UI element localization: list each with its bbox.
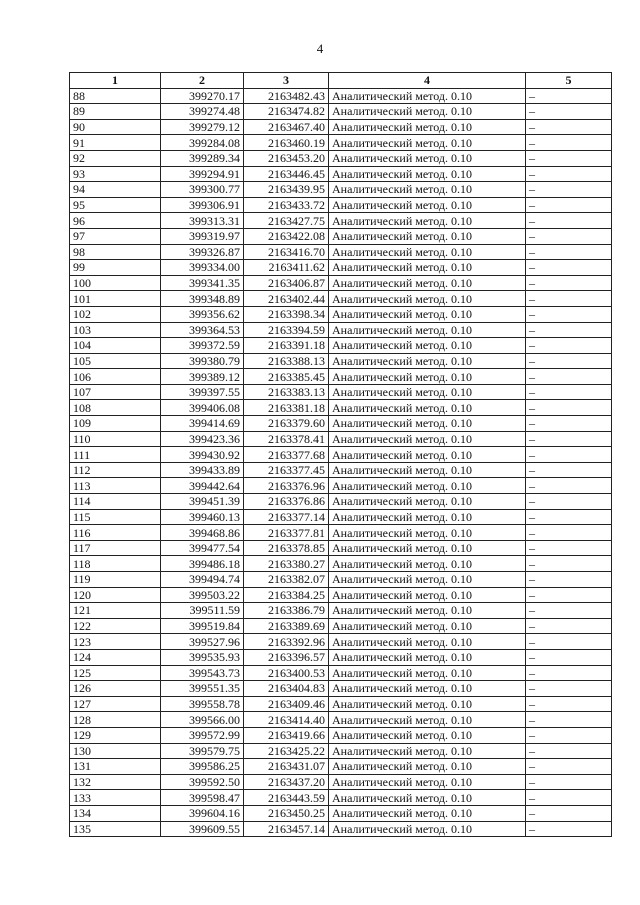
note-cell: – — [526, 384, 612, 400]
point-number-cell: 135 — [70, 821, 161, 837]
y-coordinate-cell: 2163419.66 — [244, 727, 329, 743]
method-cell: Аналитический метод. 0.10 — [329, 353, 526, 369]
note-cell: – — [526, 322, 612, 338]
point-number-cell: 110 — [70, 431, 161, 447]
method-cell: Аналитический метод. 0.10 — [329, 509, 526, 525]
y-coordinate-cell: 2163384.25 — [244, 587, 329, 603]
point-number-cell: 129 — [70, 727, 161, 743]
x-coordinate-cell: 399442.64 — [161, 478, 244, 494]
x-coordinate-cell: 399572.99 — [161, 727, 244, 743]
point-number-cell: 104 — [70, 338, 161, 354]
method-cell: Аналитический метод. 0.10 — [329, 462, 526, 478]
table-row — [70, 618, 612, 634]
x-coordinate-cell: 399535.93 — [161, 649, 244, 665]
table-body — [70, 88, 612, 837]
note-cell: – — [526, 306, 612, 322]
note-cell: – — [526, 821, 612, 837]
note-cell: – — [526, 182, 612, 198]
note-cell: – — [526, 727, 612, 743]
point-number-cell: 121 — [70, 603, 161, 619]
point-number-cell: 101 — [70, 291, 161, 307]
y-coordinate-cell: 2163381.18 — [244, 400, 329, 416]
note-cell: – — [526, 556, 612, 572]
method-cell: Аналитический метод. 0.10 — [329, 603, 526, 619]
table-row — [70, 306, 612, 322]
x-coordinate-cell: 399551.35 — [161, 681, 244, 697]
x-coordinate-cell: 399406.08 — [161, 400, 244, 416]
x-coordinate-cell: 399558.78 — [161, 696, 244, 712]
point-number-cell: 115 — [70, 509, 161, 525]
note-cell: – — [526, 649, 612, 665]
y-coordinate-cell: 2163406.87 — [244, 275, 329, 291]
x-coordinate-cell: 399519.84 — [161, 618, 244, 634]
method-cell: Аналитический метод. 0.10 — [329, 805, 526, 821]
x-coordinate-cell: 399604.16 — [161, 805, 244, 821]
method-cell: Аналитический метод. 0.10 — [329, 634, 526, 650]
y-coordinate-cell: 2163392.96 — [244, 634, 329, 650]
method-cell: Аналитический метод. 0.10 — [329, 790, 526, 806]
point-number-cell: 131 — [70, 759, 161, 775]
y-coordinate-cell: 2163474.82 — [244, 104, 329, 120]
note-cell: – — [526, 338, 612, 354]
x-coordinate-cell: 399433.89 — [161, 462, 244, 478]
note-cell: – — [526, 291, 612, 307]
note-cell: – — [526, 135, 612, 151]
table-row — [70, 462, 612, 478]
x-coordinate-cell: 399494.74 — [161, 572, 244, 588]
method-cell: Аналитический метод. 0.10 — [329, 540, 526, 556]
table-row — [70, 696, 612, 712]
point-number-cell: 100 — [70, 275, 161, 291]
point-number-cell: 105 — [70, 353, 161, 369]
y-coordinate-cell: 2163443.59 — [244, 790, 329, 806]
note-cell: – — [526, 634, 612, 650]
note-cell: – — [526, 509, 612, 525]
header-cell-1: 1 — [70, 73, 161, 89]
table-row — [70, 260, 612, 276]
method-cell: Аналитический метод. 0.10 — [329, 400, 526, 416]
y-coordinate-cell: 2163439.95 — [244, 182, 329, 198]
point-number-cell: 106 — [70, 369, 161, 385]
x-coordinate-cell: 399341.35 — [161, 275, 244, 291]
note-cell: – — [526, 244, 612, 260]
table-row — [70, 135, 612, 151]
x-coordinate-cell: 399284.08 — [161, 135, 244, 151]
note-cell: – — [526, 275, 612, 291]
y-coordinate-cell: 2163386.79 — [244, 603, 329, 619]
table-row — [70, 166, 612, 182]
table-row — [70, 634, 612, 650]
y-coordinate-cell: 2163380.27 — [244, 556, 329, 572]
table-row — [70, 369, 612, 385]
x-coordinate-cell: 399503.22 — [161, 587, 244, 603]
point-number-cell: 117 — [70, 540, 161, 556]
x-coordinate-cell: 399380.79 — [161, 353, 244, 369]
table-header-row — [70, 73, 612, 89]
method-cell: Аналитический метод. 0.10 — [329, 275, 526, 291]
note-cell: – — [526, 150, 612, 166]
x-coordinate-cell: 399586.25 — [161, 759, 244, 775]
x-coordinate-cell: 399486.18 — [161, 556, 244, 572]
note-cell: – — [526, 478, 612, 494]
table-row — [70, 556, 612, 572]
y-coordinate-cell: 2163376.96 — [244, 478, 329, 494]
table-row — [70, 197, 612, 213]
point-number-cell: 108 — [70, 400, 161, 416]
note-cell: – — [526, 603, 612, 619]
table-row — [70, 322, 612, 338]
y-coordinate-cell: 2163383.13 — [244, 384, 329, 400]
x-coordinate-cell: 399372.59 — [161, 338, 244, 354]
point-number-cell: 96 — [70, 213, 161, 229]
method-cell: Аналитический метод. 0.10 — [329, 369, 526, 385]
note-cell: – — [526, 447, 612, 463]
table-row — [70, 150, 612, 166]
x-coordinate-cell: 399279.12 — [161, 119, 244, 135]
x-coordinate-cell: 399451.39 — [161, 494, 244, 510]
table-row — [70, 182, 612, 198]
note-cell: – — [526, 260, 612, 276]
point-number-cell: 102 — [70, 306, 161, 322]
point-number-cell: 109 — [70, 416, 161, 432]
note-cell: – — [526, 431, 612, 447]
method-cell: Аналитический метод. 0.10 — [329, 821, 526, 837]
method-cell: Аналитический метод. 0.10 — [329, 681, 526, 697]
method-cell: Аналитический метод. 0.10 — [329, 384, 526, 400]
y-coordinate-cell: 2163416.70 — [244, 244, 329, 260]
y-coordinate-cell: 2163388.13 — [244, 353, 329, 369]
x-coordinate-cell: 399289.34 — [161, 150, 244, 166]
table-row — [70, 649, 612, 665]
note-cell: – — [526, 743, 612, 759]
x-coordinate-cell: 399294.91 — [161, 166, 244, 182]
table-row — [70, 665, 612, 681]
page-number: 4 — [316, 41, 324, 56]
point-number-cell: 99 — [70, 260, 161, 276]
x-coordinate-cell: 399566.00 — [161, 712, 244, 728]
x-coordinate-cell: 399423.36 — [161, 431, 244, 447]
y-coordinate-cell: 2163378.85 — [244, 540, 329, 556]
method-cell: Аналитический метод. 0.10 — [329, 649, 526, 665]
x-coordinate-cell: 399397.55 — [161, 384, 244, 400]
method-cell: Аналитический метод. 0.10 — [329, 135, 526, 151]
y-coordinate-cell: 2163400.53 — [244, 665, 329, 681]
note-cell: – — [526, 712, 612, 728]
point-number-cell: 97 — [70, 228, 161, 244]
note-cell: – — [526, 197, 612, 213]
method-cell: Аналитический метод. 0.10 — [329, 478, 526, 494]
method-cell: Аналитический метод. 0.10 — [329, 260, 526, 276]
x-coordinate-cell: 399300.77 — [161, 182, 244, 198]
point-number-cell: 123 — [70, 634, 161, 650]
method-cell: Аналитический метод. 0.10 — [329, 416, 526, 432]
method-cell: Аналитический метод. 0.10 — [329, 291, 526, 307]
method-cell: Аналитический метод. 0.10 — [329, 322, 526, 338]
table-row — [70, 244, 612, 260]
table-row — [70, 743, 612, 759]
x-coordinate-cell: 399313.31 — [161, 213, 244, 229]
point-number-cell: 95 — [70, 197, 161, 213]
y-coordinate-cell: 2163376.86 — [244, 494, 329, 510]
x-coordinate-cell: 399270.17 — [161, 88, 244, 104]
table-row — [70, 821, 612, 837]
y-coordinate-cell: 2163391.18 — [244, 338, 329, 354]
y-coordinate-cell: 2163437.20 — [244, 774, 329, 790]
note-cell: – — [526, 462, 612, 478]
y-coordinate-cell: 2163425.22 — [244, 743, 329, 759]
method-cell: Аналитический метод. 0.10 — [329, 525, 526, 541]
point-number-cell: 107 — [70, 384, 161, 400]
method-cell: Аналитический метод. 0.10 — [329, 618, 526, 634]
point-number-cell: 111 — [70, 447, 161, 463]
point-number-cell: 116 — [70, 525, 161, 541]
method-cell: Аналитический метод. 0.10 — [329, 104, 526, 120]
table-row — [70, 104, 612, 120]
point-number-cell: 128 — [70, 712, 161, 728]
x-coordinate-cell: 399579.75 — [161, 743, 244, 759]
note-cell: – — [526, 416, 612, 432]
method-cell: Аналитический метод. 0.10 — [329, 150, 526, 166]
point-number-cell: 130 — [70, 743, 161, 759]
method-cell: Аналитический метод. 0.10 — [329, 759, 526, 775]
method-cell: Аналитический метод. 0.10 — [329, 213, 526, 229]
point-number-cell: 120 — [70, 587, 161, 603]
point-number-cell: 90 — [70, 119, 161, 135]
table-row — [70, 712, 612, 728]
note-cell: – — [526, 805, 612, 821]
method-cell: Аналитический метод. 0.10 — [329, 572, 526, 588]
method-cell: Аналитический метод. 0.10 — [329, 244, 526, 260]
y-coordinate-cell: 2163377.68 — [244, 447, 329, 463]
y-coordinate-cell: 2163377.14 — [244, 509, 329, 525]
y-coordinate-cell: 2163411.62 — [244, 260, 329, 276]
y-coordinate-cell: 2163467.40 — [244, 119, 329, 135]
note-cell: – — [526, 759, 612, 775]
y-coordinate-cell: 2163460.19 — [244, 135, 329, 151]
method-cell: Аналитический метод. 0.10 — [329, 166, 526, 182]
y-coordinate-cell: 2163427.75 — [244, 213, 329, 229]
note-cell: – — [526, 540, 612, 556]
x-coordinate-cell: 399326.87 — [161, 244, 244, 260]
method-cell: Аналитический метод. 0.10 — [329, 182, 526, 198]
method-cell: Аналитический метод. 0.10 — [329, 88, 526, 104]
table-row — [70, 509, 612, 525]
table-row — [70, 805, 612, 821]
y-coordinate-cell: 2163446.45 — [244, 166, 329, 182]
method-cell: Аналитический метод. 0.10 — [329, 587, 526, 603]
x-coordinate-cell: 399306.91 — [161, 197, 244, 213]
point-number-cell: 126 — [70, 681, 161, 697]
table-row — [70, 727, 612, 743]
y-coordinate-cell: 2163377.45 — [244, 462, 329, 478]
table-row — [70, 494, 612, 510]
point-number-cell: 114 — [70, 494, 161, 510]
y-coordinate-cell: 2163450.25 — [244, 805, 329, 821]
point-number-cell: 132 — [70, 774, 161, 790]
method-cell: Аналитический метод. 0.10 — [329, 665, 526, 681]
method-cell: Аналитический метод. 0.10 — [329, 228, 526, 244]
table-row — [70, 291, 612, 307]
point-number-cell: 92 — [70, 150, 161, 166]
y-coordinate-cell: 2163482.43 — [244, 88, 329, 104]
method-cell: Аналитический метод. 0.10 — [329, 696, 526, 712]
table-row — [70, 447, 612, 463]
note-cell: – — [526, 400, 612, 416]
note-cell: – — [526, 369, 612, 385]
point-number-cell: 89 — [70, 104, 161, 120]
point-number-cell: 118 — [70, 556, 161, 572]
x-coordinate-cell: 399364.53 — [161, 322, 244, 338]
point-number-cell: 124 — [70, 649, 161, 665]
method-cell: Аналитический метод. 0.10 — [329, 774, 526, 790]
y-coordinate-cell: 2163404.83 — [244, 681, 329, 697]
table-row — [70, 681, 612, 697]
x-coordinate-cell: 399527.96 — [161, 634, 244, 650]
table-row — [70, 572, 612, 588]
table-row — [70, 119, 612, 135]
y-coordinate-cell: 2163382.07 — [244, 572, 329, 588]
method-cell: Аналитический метод. 0.10 — [329, 338, 526, 354]
note-cell: – — [526, 696, 612, 712]
x-coordinate-cell: 399460.13 — [161, 509, 244, 525]
header-cell-4: 4 — [329, 73, 526, 89]
note-cell: – — [526, 494, 612, 510]
note-cell: – — [526, 587, 612, 603]
x-coordinate-cell: 399543.73 — [161, 665, 244, 681]
x-coordinate-cell: 399348.89 — [161, 291, 244, 307]
point-number-cell: 133 — [70, 790, 161, 806]
x-coordinate-cell: 399319.97 — [161, 228, 244, 244]
note-cell: – — [526, 166, 612, 182]
table-row — [70, 478, 612, 494]
note-cell: – — [526, 790, 612, 806]
note-cell: – — [526, 618, 612, 634]
header-cell-3: 3 — [244, 73, 329, 89]
x-coordinate-cell: 399511.59 — [161, 603, 244, 619]
note-cell: – — [526, 774, 612, 790]
x-coordinate-cell: 399334.00 — [161, 260, 244, 276]
point-number-cell: 134 — [70, 805, 161, 821]
point-number-cell: 94 — [70, 182, 161, 198]
point-number-cell: 91 — [70, 135, 161, 151]
point-number-cell: 98 — [70, 244, 161, 260]
y-coordinate-cell: 2163385.45 — [244, 369, 329, 385]
y-coordinate-cell: 2163433.72 — [244, 197, 329, 213]
table-row — [70, 759, 612, 775]
x-coordinate-cell: 399414.69 — [161, 416, 244, 432]
note-cell: – — [526, 353, 612, 369]
table-row — [70, 540, 612, 556]
note-cell: – — [526, 213, 612, 229]
note-cell: – — [526, 572, 612, 588]
table-row — [70, 416, 612, 432]
table-row — [70, 384, 612, 400]
method-cell: Аналитический метод. 0.10 — [329, 447, 526, 463]
y-coordinate-cell: 2163377.81 — [244, 525, 329, 541]
y-coordinate-cell: 2163398.34 — [244, 306, 329, 322]
note-cell: – — [526, 525, 612, 541]
note-cell: – — [526, 104, 612, 120]
y-coordinate-cell: 2163431.07 — [244, 759, 329, 775]
point-number-cell: 119 — [70, 572, 161, 588]
x-coordinate-cell: 399468.86 — [161, 525, 244, 541]
x-coordinate-cell: 399356.62 — [161, 306, 244, 322]
y-coordinate-cell: 2163396.57 — [244, 649, 329, 665]
y-coordinate-cell: 2163378.41 — [244, 431, 329, 447]
table-row — [70, 353, 612, 369]
method-cell: Аналитический метод. 0.10 — [329, 712, 526, 728]
y-coordinate-cell: 2163379.60 — [244, 416, 329, 432]
point-number-cell: 122 — [70, 618, 161, 634]
table-row — [70, 338, 612, 354]
point-number-cell: 88 — [70, 88, 161, 104]
note-cell: – — [526, 119, 612, 135]
method-cell: Аналитический метод. 0.10 — [329, 306, 526, 322]
point-number-cell: 125 — [70, 665, 161, 681]
table-row — [70, 275, 612, 291]
table-row — [70, 88, 612, 104]
table-row — [70, 603, 612, 619]
table-row — [70, 431, 612, 447]
note-cell: – — [526, 681, 612, 697]
x-coordinate-cell: 399477.54 — [161, 540, 244, 556]
method-cell: Аналитический метод. 0.10 — [329, 197, 526, 213]
x-coordinate-cell: 399598.47 — [161, 790, 244, 806]
point-number-cell: 127 — [70, 696, 161, 712]
y-coordinate-cell: 2163389.69 — [244, 618, 329, 634]
table-row — [70, 790, 612, 806]
table-row — [70, 400, 612, 416]
header-cell-5: 5 — [526, 73, 612, 89]
method-cell: Аналитический метод. 0.10 — [329, 727, 526, 743]
table-row — [70, 213, 612, 229]
y-coordinate-cell: 2163414.40 — [244, 712, 329, 728]
y-coordinate-cell: 2163422.08 — [244, 228, 329, 244]
x-coordinate-cell: 399430.92 — [161, 447, 244, 463]
note-cell: – — [526, 88, 612, 104]
note-cell: – — [526, 228, 612, 244]
coordinates-table — [69, 72, 612, 837]
header-cell-2: 2 — [161, 73, 244, 89]
point-number-cell: 93 — [70, 166, 161, 182]
method-cell: Аналитический метод. 0.10 — [329, 494, 526, 510]
x-coordinate-cell: 399389.12 — [161, 369, 244, 385]
note-cell: – — [526, 665, 612, 681]
y-coordinate-cell: 2163394.59 — [244, 322, 329, 338]
y-coordinate-cell: 2163402.44 — [244, 291, 329, 307]
point-number-cell: 113 — [70, 478, 161, 494]
point-number-cell: 112 — [70, 462, 161, 478]
point-number-cell: 103 — [70, 322, 161, 338]
method-cell: Аналитический метод. 0.10 — [329, 556, 526, 572]
method-cell: Аналитический метод. 0.10 — [329, 431, 526, 447]
table-row — [70, 228, 612, 244]
y-coordinate-cell: 2163457.14 — [244, 821, 329, 837]
method-cell: Аналитический метод. 0.10 — [329, 743, 526, 759]
table-row — [70, 525, 612, 541]
x-coordinate-cell: 399609.55 — [161, 821, 244, 837]
x-coordinate-cell: 399274.48 — [161, 104, 244, 120]
x-coordinate-cell: 399592.50 — [161, 774, 244, 790]
y-coordinate-cell: 2163409.46 — [244, 696, 329, 712]
table-row — [70, 587, 612, 603]
table-row — [70, 774, 612, 790]
method-cell: Аналитический метод. 0.10 — [329, 119, 526, 135]
y-coordinate-cell: 2163453.20 — [244, 150, 329, 166]
